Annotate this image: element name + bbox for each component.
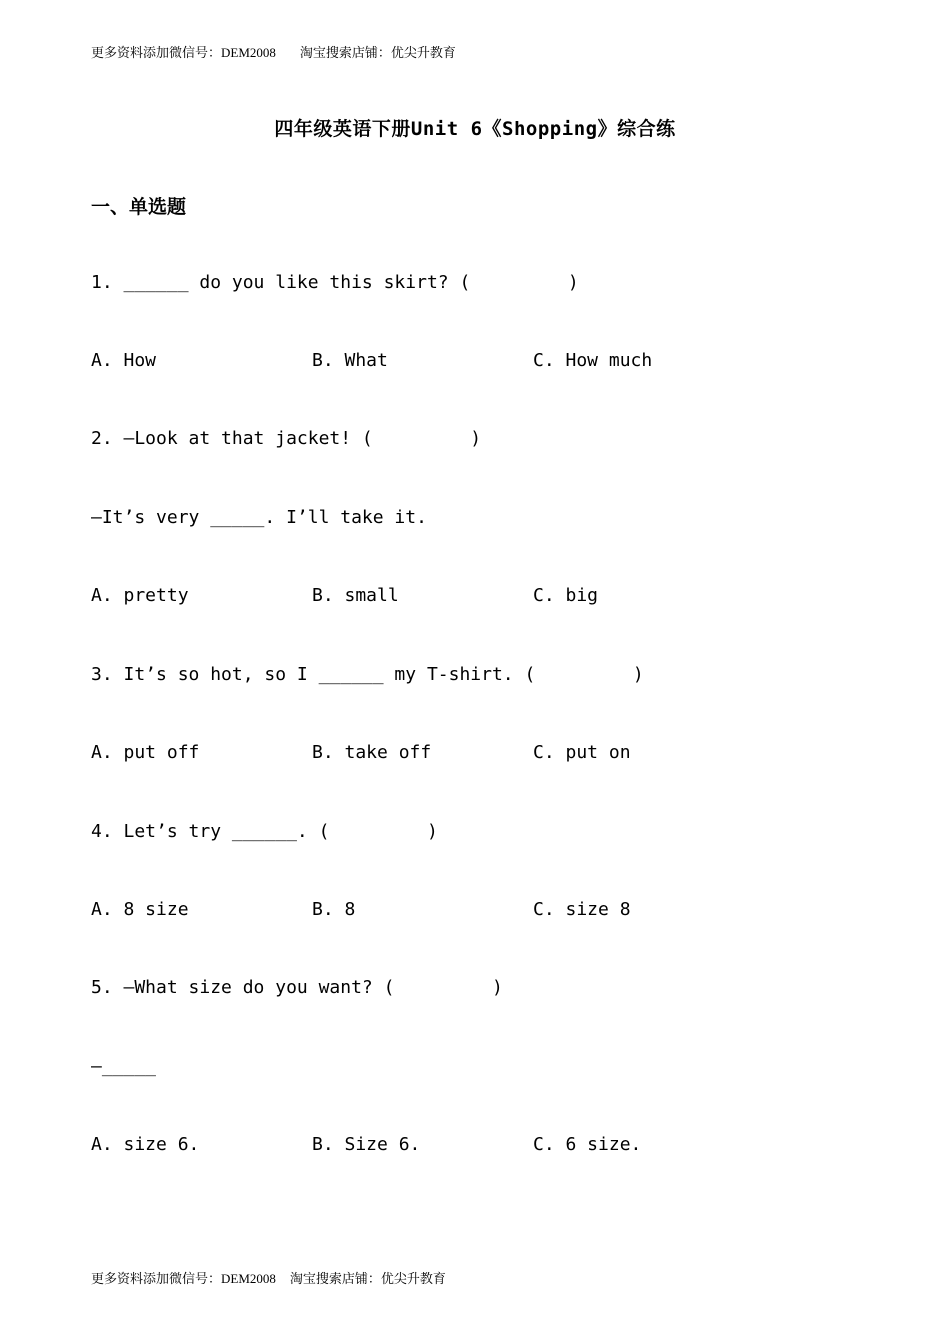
header-shop: 淘宝搜索店铺：优尖升教育 (299, 45, 456, 60)
option-c: C. big (533, 585, 599, 606)
question-2-stem: 2. —Look at that jacket! ( ) (91, 428, 482, 449)
question-2-response: —It’s very _____. I’ll take it. (91, 507, 427, 528)
option-a: A. size 6. (91, 1134, 200, 1155)
section-heading: 一、单选题 (91, 196, 187, 218)
option-c: C. How much (533, 350, 653, 371)
option-c: C. size 8 (533, 899, 631, 920)
question-1-stem: 1. ______ do you like this skirt? ( ) (91, 272, 579, 293)
option-b: B. 8 (312, 899, 356, 920)
footer-shop: 淘宝搜索店铺：优尖升教育 (289, 1271, 446, 1286)
question-5-stem: 5. —What size do you want? ( ) (91, 977, 503, 998)
question-5-options (91, 1134, 791, 1158)
page-header (91, 42, 456, 61)
question-3-options (91, 742, 791, 766)
option-c: C. put on (533, 742, 631, 763)
question-4-options (91, 899, 791, 923)
question-4-stem: 4. Let’s try ______. ( ) (91, 821, 438, 842)
option-a: A. 8 size (91, 899, 189, 920)
question-3-stem: 3. It’s so hot, so I ______ my T-shirt. ( ) (91, 664, 644, 685)
option-b: B. take off (312, 742, 432, 763)
option-a: A. pretty (91, 585, 189, 606)
option-a: A. How (91, 350, 157, 371)
question-5-response: —_____ (91, 1056, 157, 1077)
option-a: A. put off (91, 742, 200, 763)
option-c: C. 6 size. (533, 1134, 642, 1155)
page-footer (91, 1268, 446, 1287)
option-b: B. small (312, 585, 399, 606)
footer-wechat: 更多资料添加微信号：DEM2008 (91, 1271, 276, 1286)
option-b: B. Size 6. (312, 1134, 421, 1155)
option-b: B. What (312, 350, 388, 371)
question-2-options (91, 585, 791, 609)
question-1-options (91, 350, 791, 374)
header-wechat: 更多资料添加微信号：DEM2008 (91, 45, 276, 60)
document-title: 四年级英语下册Unit 6《Shopping》综合练 (274, 118, 676, 140)
